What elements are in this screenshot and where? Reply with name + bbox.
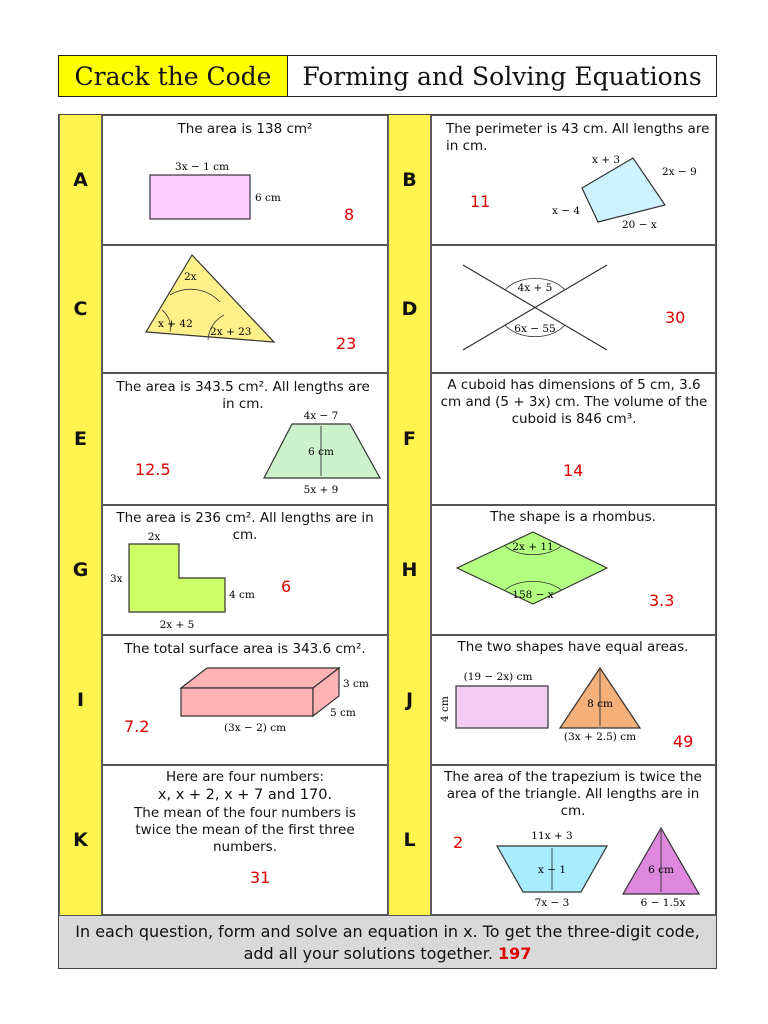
- label-j-4: (3x + 2.5) cm: [563, 731, 637, 743]
- answer-b: 11: [470, 192, 491, 211]
- question-i-text: The total surface area is 343.6 cm².: [124, 641, 366, 657]
- title-crack-the-code: Crack the Code: [59, 56, 288, 96]
- letter-k: K: [73, 829, 88, 851]
- label-l-2: x − 1: [537, 864, 567, 876]
- label-d-2: 6x − 55: [514, 323, 556, 335]
- label-g-2: 3x: [110, 573, 123, 585]
- label-h-1: 2x + 11: [512, 541, 554, 553]
- answer-g: 6: [281, 577, 292, 596]
- triangle-c: [140, 250, 290, 350]
- final-code: 197: [498, 943, 532, 963]
- answer-f: 14: [563, 461, 584, 480]
- label-e-1: 4x − 7: [303, 410, 339, 422]
- letter-f: F: [403, 428, 416, 450]
- question-k-line3: The mean of the four numbers is twice the mean of the first three numbers.: [134, 805, 356, 855]
- question-g-text: The area is 236 cm². All lengths are in cm.: [116, 510, 374, 543]
- answer-l: 2: [453, 833, 464, 852]
- answer-d: 30: [665, 308, 686, 327]
- letter-g: G: [72, 559, 89, 581]
- label-j-3: 8 cm: [587, 698, 613, 710]
- title-forming-solving: Forming and Solving Equations: [302, 61, 702, 91]
- answer-a: 8: [344, 205, 355, 224]
- answer-k: 31: [250, 868, 271, 887]
- question-h-text: The shape is a rhombus.: [490, 509, 656, 525]
- label-g-1: 2x: [147, 531, 161, 543]
- question-e-text: The area is 343.5 cm². All lengths are in cm.: [116, 379, 370, 412]
- cuboid-i: [175, 660, 380, 740]
- instructions-text: In each question, form and solve an equation in x. To get the three-digit code, add all your solutions together.: [75, 922, 700, 963]
- question-a-text: The area is 138 cm²: [177, 121, 313, 137]
- label-l-5: 6 − 1.5x: [640, 897, 686, 909]
- rectangle-a: [140, 155, 300, 225]
- label-l-1: 11x + 3: [531, 830, 573, 842]
- rhombus-h: [455, 526, 615, 611]
- trapezium-e: [262, 406, 384, 498]
- letter-i: I: [76, 689, 85, 711]
- letter-a: A: [73, 169, 88, 191]
- label-c-1: 2x: [184, 271, 197, 283]
- label-d-1: 4x + 5: [517, 282, 553, 294]
- letter-j: J: [405, 689, 414, 711]
- label-i-1: 3 cm: [343, 678, 369, 690]
- label-j-1: (19 − 2x) cm: [463, 671, 533, 683]
- label-b-3: x − 4: [552, 205, 581, 217]
- answer-c: 23: [336, 334, 357, 353]
- l-shape-g: [105, 528, 265, 633]
- label-b-4: 20 − x: [622, 219, 657, 231]
- label-l-3: 7x − 3: [534, 897, 570, 909]
- question-k-line1: Here are four numbers:: [165, 769, 325, 785]
- question-j-text: The two shapes have equal areas.: [457, 639, 689, 655]
- quadrilateral-b: [540, 150, 710, 235]
- label-e-2: 6 cm: [308, 446, 334, 458]
- label-c-3: 2x + 23: [210, 326, 252, 338]
- label-l-4: 6 cm: [648, 864, 674, 876]
- question-b-text: The perimeter is 43 cm. All lengths are in cm.: [446, 121, 710, 154]
- letter-c: C: [73, 298, 88, 320]
- label-i-2: 5 cm: [330, 707, 356, 719]
- letter-b: B: [402, 169, 417, 191]
- label-c-2: x + 42: [158, 318, 193, 330]
- shapes-l: [495, 826, 715, 911]
- label-b-1: x + 3: [592, 154, 621, 166]
- shapes-j: [436, 664, 646, 749]
- answer-i: 7.2: [124, 717, 150, 736]
- crossing-lines-d: [455, 255, 615, 360]
- label-e-3: 5x + 9: [303, 484, 339, 496]
- label-g-3: 4 cm: [229, 589, 255, 601]
- answer-j: 49: [673, 732, 694, 751]
- question-f-text: A cuboid has dimensions of 5 cm, 3.6 cm and (5 + 3x) cm. The volume of the cuboid is 846 cm³.: [440, 377, 708, 427]
- label-j-2: 4 cm: [439, 696, 451, 722]
- letter-l: L: [403, 829, 416, 851]
- instructions-footer: [59, 915, 716, 968]
- question-k-line2: x, x + 2, x + 7 and 170.: [157, 787, 333, 803]
- label-i-3: (3x − 2) cm: [223, 722, 287, 734]
- letter-h: H: [401, 559, 418, 581]
- label-a-top: 3x − 1 cm: [175, 161, 229, 173]
- label-a-side: 6 cm: [255, 192, 281, 204]
- letter-d: D: [401, 298, 418, 320]
- label-h-2: 158 − x: [512, 589, 554, 601]
- label-g-4: 2x + 5: [159, 619, 195, 631]
- answer-h: 3.3: [649, 591, 675, 610]
- letter-e: E: [74, 428, 87, 450]
- question-l-text: The area of the trapezium is twice the area of the triangle. All lengths are in cm.: [444, 769, 702, 819]
- label-b-2: 2x − 9: [662, 166, 697, 178]
- answer-e: 12.5: [135, 460, 171, 479]
